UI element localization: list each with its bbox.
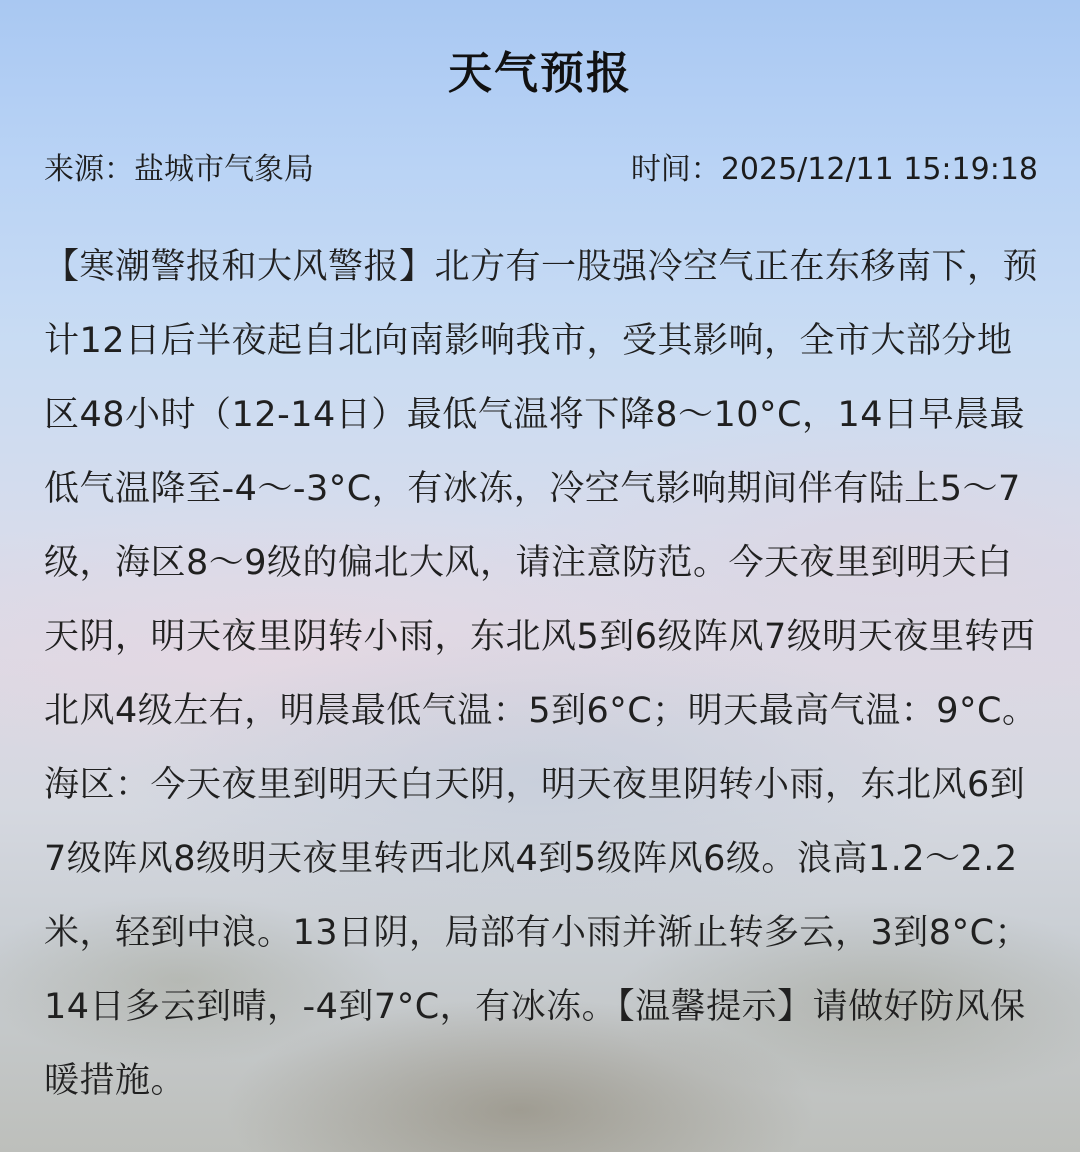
page-title: 天气预报	[448, 48, 632, 99]
publish-time	[631, 144, 1038, 188]
forecast-content: 【寒潮警报和大风警报】北方有一股强冷空气正在东移南下，预计12日后半夜起自北向南影响我市，受其影响，全市大部分地区48小时（12-14日）最低气温将下降8～10°C，14日早晨最低气温降至-4～-3°C，有冰冻，冷空气影响期间伴有陆上5～7级，海区8～9级的偏北大风，请注意防范。今天夜里到明天白天阴，明天夜里阴转小雨，东北风5到6级阵风7级明天夜里转西北风4级左右，明晨最低气温：5到6°C；明天最高气温：9°C。海区：今天夜里到明天白天阴，明天夜里阴转小雨，东北风6到7级阵风8级明天夜里转西北风4到5级阵风6级。浪高1.2～2.2米，轻到中浪。13日阴，局部有小雨并渐止转多云，3到8°C；14日多云到晴，-4到7°C，有冰冻。【温馨提示】请做好防风保暖措施。	[44, 247, 1039, 1101]
source-label: 来源：	[44, 152, 134, 187]
source-value: 盐城市气象局	[134, 152, 314, 187]
source-info	[44, 144, 314, 188]
time-label: 时间：	[630, 152, 721, 187]
time-value: 2025/12/11 15:19:18	[720, 152, 1038, 187]
meta-bar	[44, 144, 1038, 188]
